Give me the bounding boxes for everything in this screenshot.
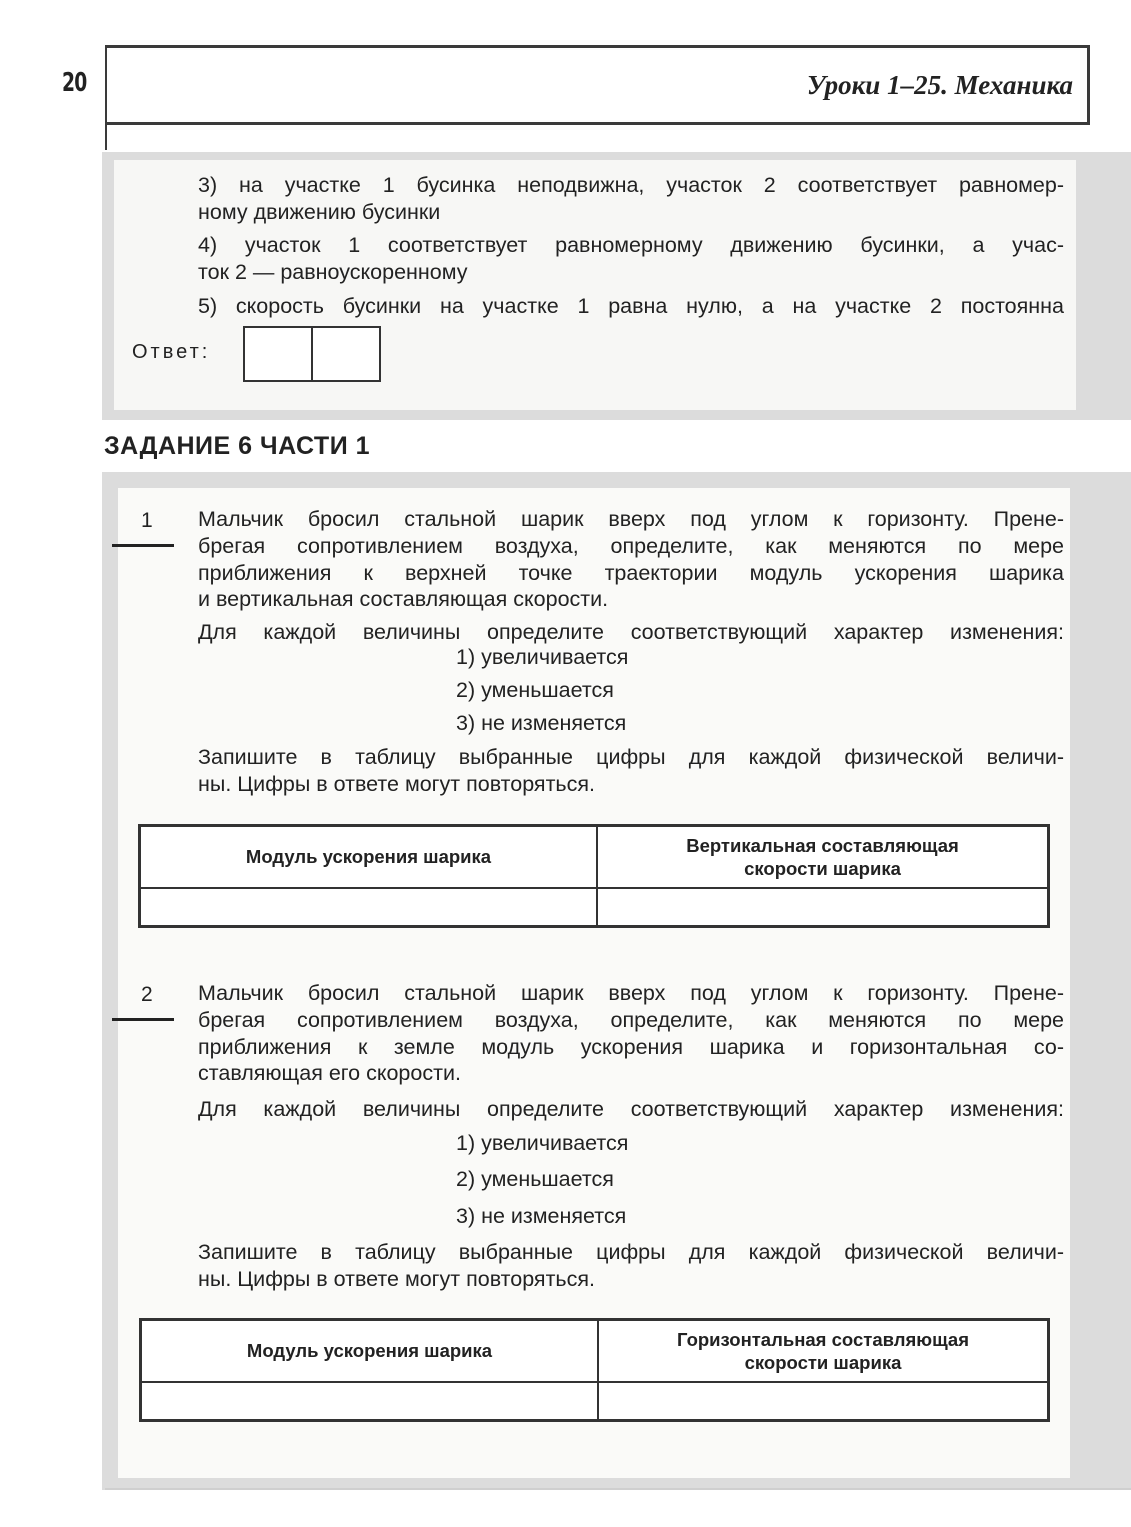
task-2-answer-table (139, 1318, 1050, 1422)
task-1-write-line-2: ны. Цифры в ответе могут повторяться. (198, 772, 595, 796)
running-header (105, 45, 1090, 125)
task-1-text-line-3: приближения к верхней точке траектории модуль ускорения шарика (198, 561, 1064, 585)
task-1-text-line-4: и вертикальная составляющая скорости. (198, 587, 609, 611)
task-2-write-line-1: Запишите в таблицу выбранные цифры для каждой физической величи- (198, 1240, 1064, 1264)
task-2-number: 2 (141, 983, 153, 1006)
task-1-option-3: 3) не изменяется (456, 711, 627, 735)
task-1-marker (112, 544, 174, 547)
task-1-number: 1 (141, 509, 153, 532)
header-divider (105, 118, 107, 150)
task-1-table-header-2-line-1: Вертикальная составляющая (686, 834, 959, 856)
task-1-answer-cell-2[interactable] (597, 888, 1049, 927)
task-2-answer-cell-1[interactable] (141, 1382, 599, 1421)
task-2-option-1: 1) увеличивается (456, 1131, 629, 1155)
answer-label: Ответ: (132, 341, 211, 363)
task-1-instruction: Для каждой величины определите соответствующий характер изменения: (198, 620, 1064, 644)
option-4-line-2: ток 2 — равноускоренному (198, 260, 468, 284)
task-2-table-header-2-line-1: Горизонтальная составляющая (677, 1328, 969, 1350)
option-5-line-1: 5) скорость бусинки на участке 1 равна нулю, а на участке 2 постоянна (198, 294, 1064, 318)
task-1-answer-cell-1[interactable] (140, 888, 598, 927)
task-1-option-1: 1) увеличивается (456, 645, 629, 669)
task-1-text-line-1: Мальчик бросил стальной шарик вверх под углом к горизонту. Прене- (198, 507, 1064, 531)
task-2-table-header-1: Модуль ускорения шарика (141, 1320, 599, 1382)
task-1-answer-table (138, 824, 1050, 928)
page-bottom-edge (105, 1488, 1131, 1490)
task-1-table-header-2-line-2: скорости шарика (744, 857, 901, 879)
section-title: ЗАДАНИЕ 6 ЧАСТИ 1 (104, 432, 371, 460)
answer-cell-1[interactable] (245, 328, 311, 380)
page-number: 20 (62, 68, 87, 98)
option-4-line-1: 4) участок 1 соответствует равномерному движению бусинки, а учас- (198, 233, 1064, 257)
task-2-text-line-4: ставляющая его скорости. (198, 1061, 461, 1085)
task-1-text-line-2: брегая сопротивлением воздуха, определите, как меняются по мере (198, 534, 1064, 558)
task-1-table-header-1: Модуль ускорения шарика (140, 826, 598, 888)
task-2-text-line-1: Мальчик бросил стальной шарик вверх под углом к горизонту. Прене- (198, 981, 1064, 1005)
task-2-option-2: 2) уменьшается (456, 1167, 614, 1191)
task-2-table-header-2 (598, 1320, 1049, 1382)
answer-cell-2[interactable] (311, 328, 379, 380)
task-2-marker (112, 1018, 174, 1021)
header-title: Уроки 1–25. Механика (806, 70, 1073, 100)
task-1-option-2: 2) уменьшается (456, 678, 614, 702)
task-1-write-line-1: Запишите в таблицу выбранные цифры для каждой физической величи- (198, 745, 1064, 769)
option-3-line-2: ному движению бусинки (198, 200, 441, 224)
answer-input-box[interactable] (243, 326, 381, 382)
task-2-option-3: 3) не изменяется (456, 1204, 627, 1228)
task-2-text-line-3: приближения к земле модуль ускорения шарика и горизонтальная со- (198, 1035, 1064, 1059)
task-1-table-header-2 (597, 826, 1049, 888)
task-2-table-header-2-line-2: скорости шарика (744, 1351, 902, 1373)
task-2-instruction: Для каждой величины определите соответствующий характер изменения: (198, 1097, 1064, 1121)
task-2-answer-cell-2[interactable] (598, 1382, 1049, 1421)
task-2-write-line-2: ны. Цифры в ответе могут повторяться. (198, 1267, 595, 1291)
option-3-line-1: 3) на участке 1 бусинка неподвижна, участок 2 соответствует равномер- (198, 173, 1064, 197)
task-2-text-line-2: брегая сопротивлением воздуха, определите, как меняются по мере (198, 1008, 1064, 1032)
